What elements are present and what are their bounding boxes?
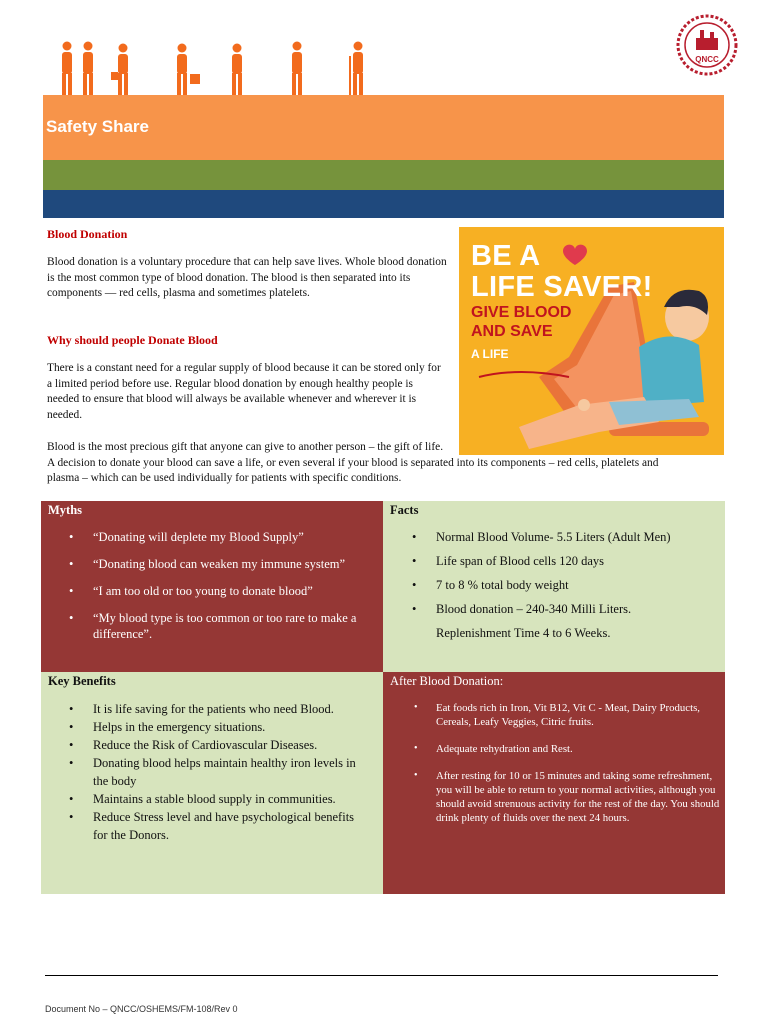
people-silhouettes-image [55, 40, 385, 98]
poster-line-5: A LIFE [471, 347, 509, 361]
qncc-logo [676, 14, 738, 76]
list-item: • It is life saving for the patients who need Blood. [93, 700, 368, 718]
myths-cell [41, 501, 383, 672]
list-item: Replenishment Time 4 to 6 Weeks. [436, 626, 611, 640]
list-item: • “I am too old or too young to donate blood” [93, 583, 368, 599]
list-item: • Adequate rehydration and Rest. [436, 742, 721, 756]
why-donate-heading: Why should people Donate Blood [47, 333, 218, 347]
svg-text:QNCC: QNCC [695, 55, 719, 64]
list-item: • Eat foods rich in Iron, Vit B12, Vit C - Meat, Dairy Products, Cereals, Leafy Veggies, Citric fruits. [436, 701, 721, 729]
list-item: • After resting for 10 or 15 minutes and taking some refreshment, you will be able to return to your normal activities, although you should avoid strenuous activity for the rest of the day. You should drink plenty of fluids over the next 24 hours. [436, 769, 721, 825]
list-item: • Blood donation – 240-340 Milli Liters. [436, 601, 721, 617]
intro-paragraph-2: There is a constant need for a regular supply of blood because it can be stored only for a limited period before use. Regular blood donation by enough healthy people is needed to ensure that blood will always be available whenever and wherever it is needed. [47, 362, 441, 421]
after-donation-list [436, 701, 721, 838]
key-benefits-title: Key Benefits [48, 674, 116, 688]
poster-line-4: AND SAVE [471, 323, 553, 340]
poster-line-2: LIFE SAVER! [471, 271, 653, 303]
header-band-blue [43, 190, 724, 218]
list-item: • “Donating will deplete my Blood Supply” [93, 529, 368, 545]
life-saver-poster [459, 227, 724, 455]
facts-cell [383, 501, 725, 672]
list-item: • Helps in the emergency situations. [93, 718, 368, 736]
document-number: Document No – QNCC/OSHEMS/FM-108/Rev 0 [45, 1004, 238, 1014]
list-item: • Donating blood helps maintain healthy iron levels in the body [93, 754, 368, 790]
myths-list [93, 529, 368, 653]
list-item: • “My blood type is too common or too rare to make a difference”. [93, 610, 368, 642]
poster-line-1: BE A [471, 240, 541, 272]
intro-paragraph-1: Blood donation is a voluntary procedure that can help save lives. Whole blood donation is the most common type of blood donation. The blood is then separated into its components — red cells, plasma and sometimes platelets. [47, 256, 447, 299]
intro-paragraph-3-lead: Blood is the most precious gift that anyone can give to another person – the gift of life. [47, 441, 444, 453]
facts-list [436, 529, 721, 649]
poster-subhead [471, 303, 571, 341]
key-benefits-cell [41, 672, 383, 894]
poster-headline [471, 241, 653, 303]
list-item: • “Donating blood can weaken my immune system” [93, 556, 368, 572]
after-donation-title: After Blood Donation: [390, 674, 504, 688]
header-band-green [43, 160, 724, 190]
after-donation-cell [383, 672, 725, 894]
list-item: • 7 to 8 % total body weight [436, 577, 721, 593]
footer-divider [45, 975, 718, 976]
intro-paragraph-3-rest: A decision to donate your blood can save a life, or even several if your blood is separated into its components – red cells, platelets and plasma – which can be used individually for patients with specific conditions. [47, 456, 659, 484]
myths-title: Myths [48, 503, 83, 517]
list-item: • Reduce Stress level and have psychological benefits for the Donors. [93, 808, 368, 844]
page-title: Safety Share [46, 117, 149, 136]
list-item: • Reduce the Risk of Cardiovascular Diseases. [93, 736, 368, 754]
list-item: • Maintains a stable blood supply in communities. [93, 790, 368, 808]
list-item: • Normal Blood Volume- 5.5 Liters (Adult Men) [436, 529, 721, 545]
poster-line-3: GIVE BLOOD [471, 304, 572, 321]
facts-title: Facts [390, 503, 419, 517]
list-item: • Life span of Blood cells 120 days [436, 553, 721, 569]
key-benefits-list [93, 700, 368, 844]
blood-donation-heading: Blood Donation [47, 227, 128, 241]
